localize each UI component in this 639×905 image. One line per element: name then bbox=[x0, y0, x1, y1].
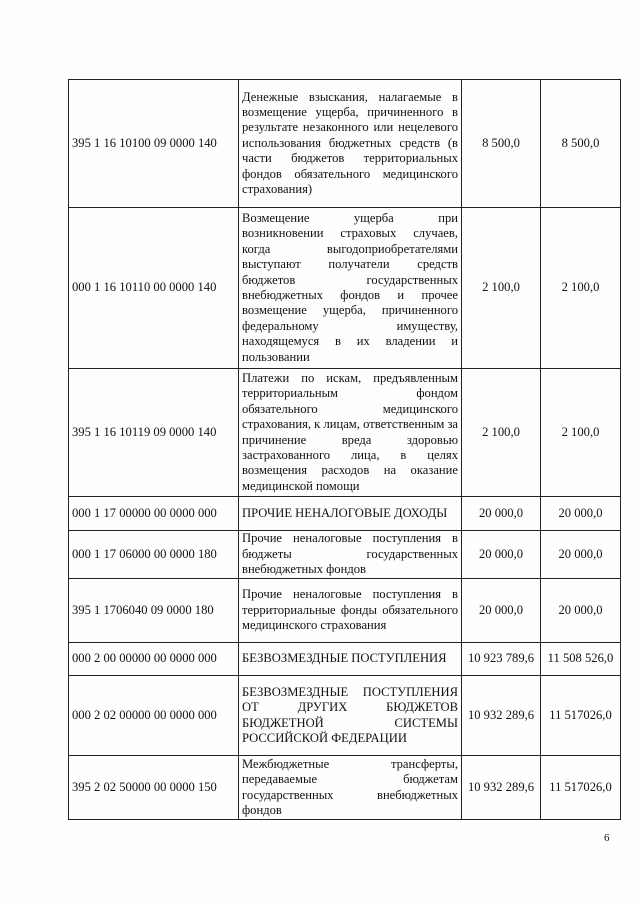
table-row bbox=[69, 756, 621, 820]
budget-code-cell: 395 1 16 10119 09 0000 140 bbox=[69, 369, 239, 497]
table-row bbox=[69, 643, 621, 676]
amount-cell-year-2: 11 517026,0 bbox=[541, 676, 621, 756]
table-row bbox=[69, 676, 621, 756]
amount-cell-year-1: 8 500,0 bbox=[462, 80, 541, 208]
amount-cell-year-1: 10 932 289,6 bbox=[462, 676, 541, 756]
amount-cell-year-2: 20 000,0 bbox=[541, 579, 621, 643]
amount-cell-year-2: 2 100,0 bbox=[541, 208, 621, 369]
description-cell: БЕЗВОЗМЕЗДНЫЕ ПОСТУПЛЕНИЯ bbox=[239, 643, 462, 676]
description-cell: БЕЗВОЗМЕЗДНЫЕ ПОСТУПЛЕНИЯ ОТ ДРУГИХ БЮДЖЕТОВ БЮДЖЕТНОЙ СИСТЕМЫ РОССИЙСКОЙ ФЕДЕРАЦИИ bbox=[239, 676, 462, 756]
table-row bbox=[69, 208, 621, 369]
budget-code-cell: 395 1 1706040 09 0000 180 bbox=[69, 579, 239, 643]
budget-code-cell: 000 1 16 10110 00 0000 140 bbox=[69, 208, 239, 369]
amount-cell-year-2: 8 500,0 bbox=[541, 80, 621, 208]
description-cell: Платежи по искам, предъявленным территориальным фондом обязательного медицинского страхования, к лицам, ответственным за причинение вреда здоровью застрахованного лица, в целях возмещения расходов на оказание медицинской помощи bbox=[239, 369, 462, 497]
amount-cell-year-1: 10 923 789,6 bbox=[462, 643, 541, 676]
amount-cell-year-1: 2 100,0 bbox=[462, 208, 541, 369]
budget-code-cell: 395 1 16 10100 09 0000 140 bbox=[69, 80, 239, 208]
amount-cell-year-1: 20 000,0 bbox=[462, 531, 541, 579]
table-row bbox=[69, 80, 621, 208]
budget-code-cell: 000 1 17 00000 00 0000 000 bbox=[69, 497, 239, 531]
description-cell: Возмещение ущерба при возникновении страховых случаев, когда выгодоприобретателями выступают получатели средств бюджетов государственных внебюджетных фондов и прочее возмещение ущерба, причиненного федеральному имуществу, находящемуся в их владении и пользовании bbox=[239, 208, 462, 369]
budget-code-cell: 395 2 02 50000 00 0000 150 bbox=[69, 756, 239, 820]
page-number: 6 bbox=[604, 832, 610, 844]
amount-cell-year-2: 11 508 526,0 bbox=[541, 643, 621, 676]
description-cell: Прочие неналоговые поступления в бюджеты государственных внебюджетных фондов bbox=[239, 531, 462, 579]
description-cell: Прочие неналоговые поступления в территориальные фонды обязательного медицинского страхования bbox=[239, 579, 462, 643]
budget-code-cell: 000 1 17 06000 00 0000 180 bbox=[69, 531, 239, 579]
amount-cell-year-2: 20 000,0 bbox=[541, 497, 621, 531]
description-cell: ПРОЧИЕ НЕНАЛОГОВЫЕ ДОХОДЫ bbox=[239, 497, 462, 531]
amount-cell-year-2: 11 517026,0 bbox=[541, 756, 621, 820]
amount-cell-year-1: 2 100,0 bbox=[462, 369, 541, 497]
table-row bbox=[69, 369, 621, 497]
table-row bbox=[69, 531, 621, 579]
budget-code-cell: 000 2 02 00000 00 0000 000 bbox=[69, 676, 239, 756]
amount-cell-year-1: 10 932 289,6 bbox=[462, 756, 541, 820]
description-cell: Межбюджетные трансферты, передаваемые бюджетам государственных внебюджетных фондов bbox=[239, 756, 462, 820]
budget-revenue-table bbox=[68, 79, 621, 820]
table-row bbox=[69, 497, 621, 531]
amount-cell-year-1: 20 000,0 bbox=[462, 497, 541, 531]
amount-cell-year-2: 20 000,0 bbox=[541, 531, 621, 579]
budget-code-cell: 000 2 00 00000 00 0000 000 bbox=[69, 643, 239, 676]
amount-cell-year-2: 2 100,0 bbox=[541, 369, 621, 497]
amount-cell-year-1: 20 000,0 bbox=[462, 579, 541, 643]
description-cell: Денежные взыскания, налагаемые в возмещение ущерба, причиненного в результате незаконного или нецелевого использования бюджетных средств (в части бюджетов территориальных фондов обязательного медицинского страхования) bbox=[239, 80, 462, 208]
table-row bbox=[69, 579, 621, 643]
